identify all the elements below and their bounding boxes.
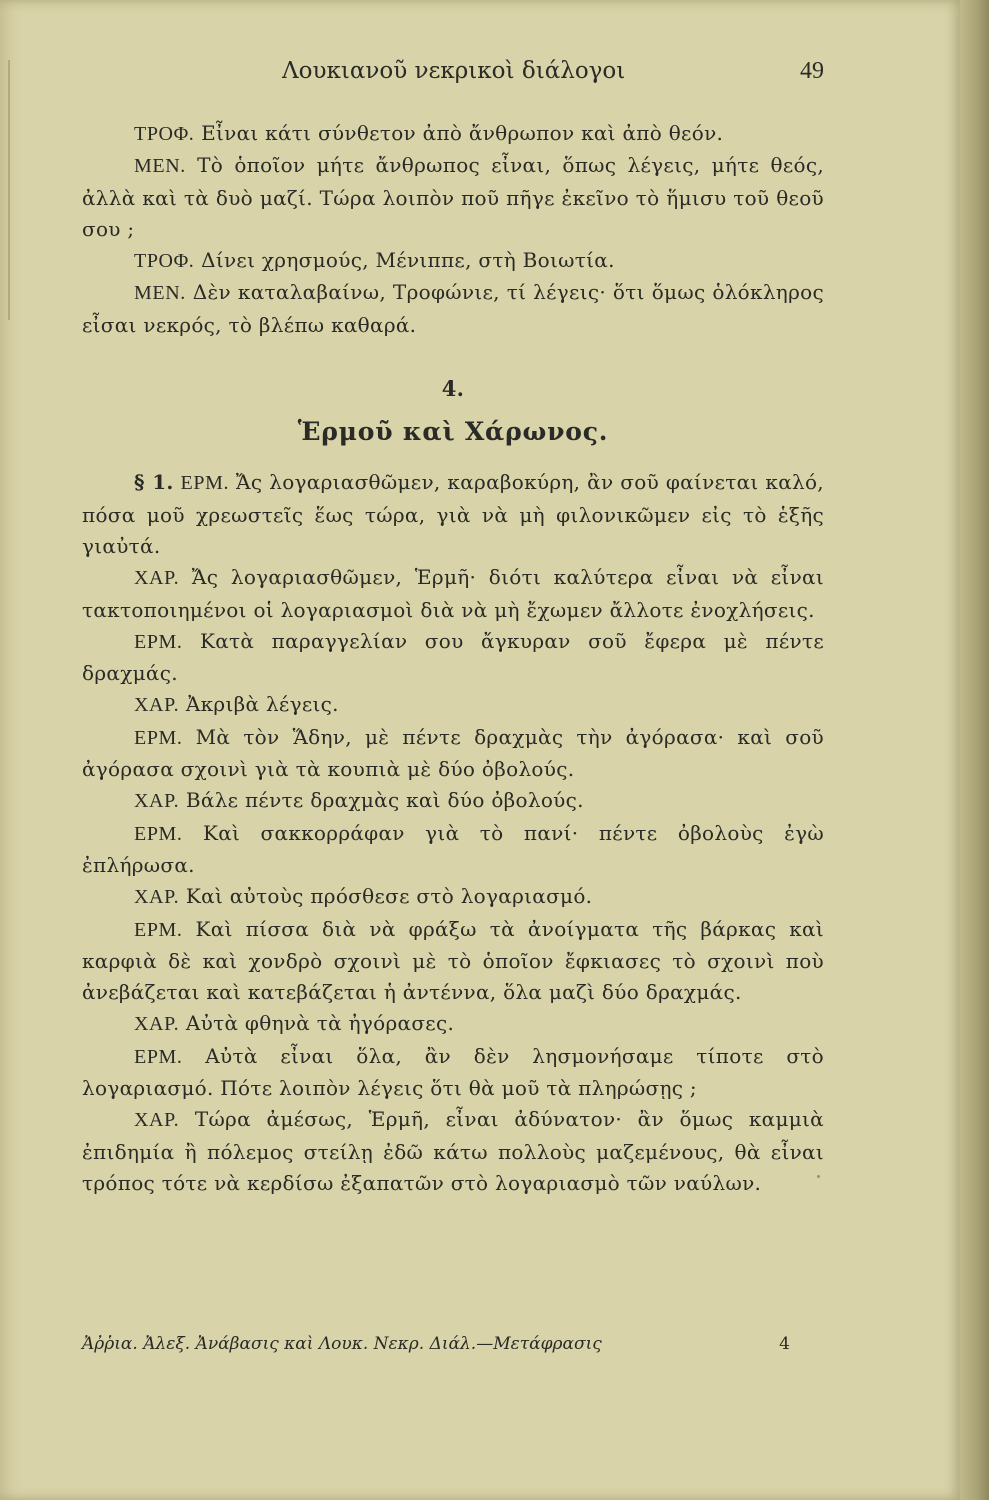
dialogue-text: Ἀκριβὰ λέγεις.: [185, 692, 339, 717]
page-edge: [960, 0, 989, 1500]
dialogue-paragraph: [82, 150, 824, 245]
page-fold-mark: [8, 60, 10, 320]
speaker-label: ΧΑΡ.: [134, 567, 180, 590]
dialogue-paragraph: [82, 914, 824, 1009]
dialogue-paragraph: [82, 818, 824, 882]
dialogue-text: Αὐτὰ εἶναι ὅλα, ἂν δὲν λησμονήσαμε τίποτε στὸ λογαριασμό. Πότε λοιπὸν λέγεις ὅτι θὰ μοῦ τὰ πληρώσῃς ;: [82, 1043, 824, 1101]
dialogue-text: Εἶναι κάτι σύνθετον ἀπὸ ἄνθρωπον καὶ ἀπὸ θεόν.: [201, 121, 724, 145]
dialogue-paragraph: [82, 245, 824, 277]
dialogue-paragraph: [82, 1008, 824, 1040]
dialogue-paragraph: [82, 118, 824, 150]
dialogue-paragraph: [82, 467, 824, 562]
dialogue-text: Αὐτὰ φθηνὰ τὰ ἠγόρασες.: [185, 1011, 455, 1036]
dialogue-text: Κατὰ παραγγελίαν σου ἄγκυραν σοῦ ἔφερα μὲ πέντε δραχμάς.: [82, 628, 824, 686]
dialogue-text: Καὶ σακκορράφαν γιὰ τὸ πανί· πέντε ὀβολοὺς ἐγὼ ἐπλήρωσα.: [82, 820, 824, 877]
footer-citation: Ἀῤῥια. Ἀλεξ. Ἀνάβασις καὶ Λουκ. Νεκρ. Διάλ.—Μετάφρασις: [82, 1334, 602, 1354]
dialogue-paragraph: [82, 1041, 824, 1105]
dialogue-paragraph: [82, 277, 824, 341]
speaker-label: ΧΑΡ.: [134, 790, 180, 813]
dialogue-paragraph: [82, 562, 824, 626]
dialogue-text: Καὶ πίσσα διὰ νὰ φράξω τὰ ἀνοίγματα τῆς βάρκας καὶ καρφιὰ δὲ καὶ χονδρὸ σχοινὶ μὲ τὸ ὁποῖον ἔφκιασες τὸ σχοινὶ ποὺ ἀνεβάζεται καὶ κατεβάζεται ἡ ἀντέννα, ὅλα μαζὶ δύο δραχμάς.: [82, 916, 824, 1005]
speaker-label: ΤΡΟΦ.: [134, 250, 195, 273]
section-number: 4.: [441, 376, 465, 402]
speaker-label: ΕΡΜ.: [134, 630, 183, 653]
dialogue-text: Τώρα ἀμέσως, Ἑρμῆ, εἶναι ἀδύνατον· ἂν ὅμως καμμιὰ ἐπιδημία ἢ πόλεμος στείλῃ ἐδῶ κάτω πολλοὺς μαζεμένους, θὰ εἶναι τρόπος τότε νὰ κερδίσω ἐξαπατῶν στὸ λογαριασμὸ τῶν ναύλων.: [82, 1107, 824, 1195]
dialogue-text: Ἄς λογαριασθῶμεν, καραβοκύρη, ἂν σοῦ φαίνεται καλό, πόσα μοῦ χρεωστεῖς ἕως τώρα, γιὰ νὰ μὴ φιλονικῶμεν εἰς τὸ ἑξῆς γιαὐτά.: [82, 470, 824, 558]
speaker-label: ΧΑΡ.: [134, 1109, 180, 1132]
speaker-label: ΕΡΜ.: [180, 472, 230, 495]
speaker-label: ΧΑΡ.: [134, 694, 180, 717]
page-footer: [82, 1334, 824, 1364]
speaker-label: ΕΡΜ.: [134, 822, 183, 845]
dialogue-paragraph: [82, 722, 824, 786]
dialogue-text: Δίνει χρησμούς, Μένιππε, στὴ Βοιωτία.: [201, 248, 615, 273]
dialogue-text: Καὶ αὐτοὺς πρόσθεσε στὸ λογαριασμό.: [185, 884, 593, 909]
dialogue-text: Τὸ ὁποῖον μήτε ἄνθρωπος εἶναι, ὅπως λέγεις, μήτε θεός, ἀλλὰ καὶ τὰ δυὸ μαζί. Τώρα λοιπὸν ποῦ πῆγε ἐκεῖνο τὸ ἥμισυ τοῦ θεοῦ σου ;: [82, 153, 824, 241]
speaker-label: ΕΡΜ.: [134, 726, 183, 749]
speaker-label: ΧΑΡ.: [134, 1013, 180, 1036]
section-mark: § 1.: [134, 470, 174, 495]
body-text: [82, 118, 824, 1199]
speaker-label: ΕΡΜ.: [134, 918, 183, 941]
dialogue-paragraph: [82, 785, 824, 817]
dialogue-text: Δὲν καταλαβαίνω, Τροφώνιε, τί λέγεις· ὅτι ὅμως ὁλόκληρος εἶσαι νεκρός, τὸ βλέπω καθαρά.: [82, 280, 824, 337]
dialogue-paragraph: [82, 881, 824, 913]
speaker-label: ΕΡΜ.: [134, 1045, 183, 1068]
running-title: Λουκιανοῦ νεκρικοὶ διάλογοι: [282, 58, 626, 84]
dialogue-paragraph: [82, 626, 824, 690]
dialogue-text: Μὰ τὸν Ἅδην, μὲ πέντε δραχμὰς τὴν ἀγόρασα· καὶ σοῦ ἀγόρασα σχοινὶ γιὰ τὰ κουπιὰ μὲ δύο ὀβολούς.: [82, 724, 824, 782]
section-title: Ἑρμοῦ καὶ Χάρωνος.: [297, 417, 609, 447]
dialogue-text: Ἄς λογαριασθῶμεν, Ἑρμῆ· διότι καλύτερα εἶναι νὰ εἶναι τακτοποιημένοι οἱ λογαριασμοὶ διὰ νὰ μὴ ἔχωμεν ἄλλοτε ἐνοχλήσεις.: [82, 565, 824, 622]
running-head: [82, 58, 824, 90]
dialogue-paragraph: [82, 1104, 824, 1199]
speaker-label: ΧΑΡ.: [134, 886, 180, 909]
dialogue-text: Βάλε πέντε δραχμὰς καὶ δύο ὀβολούς.: [185, 788, 584, 813]
speaker-label: ΜΕΝ.: [134, 155, 186, 178]
dialogue-paragraph: [82, 689, 824, 721]
page-number: 49: [800, 58, 824, 84]
speaker-label: ΜΕΝ.: [134, 282, 186, 305]
speaker-label: ΤΡΟΦ.: [134, 123, 195, 145]
sheet-number: 4: [779, 1334, 790, 1354]
